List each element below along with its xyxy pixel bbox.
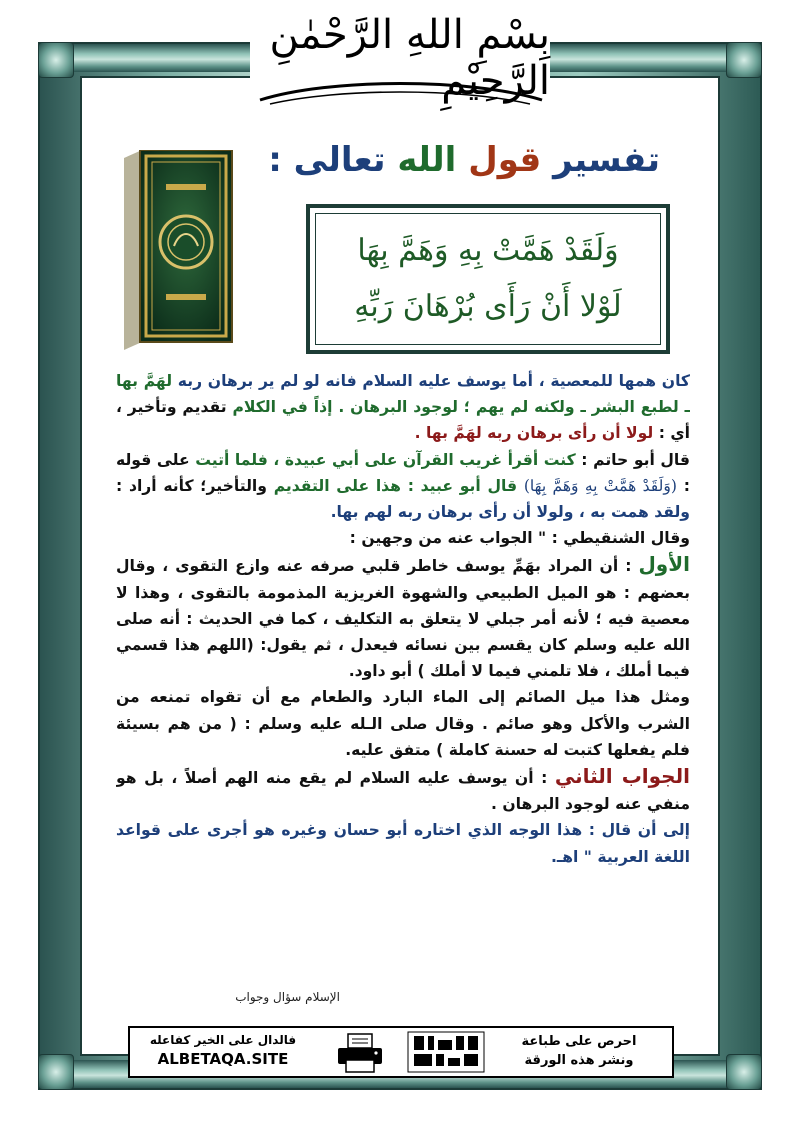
- footer-site-link[interactable]: ALBETAQA.SITE: [157, 1050, 289, 1068]
- verse-line-2: لَوْلا أَنْ رَأَى بُرْهَانَ رَبِّهِ: [354, 289, 622, 324]
- text-segment: كان همها للمعصية ، أما يوسف عليه السلام فانه لو لم ير برهان ربه: [177, 372, 690, 390]
- text-segment: قال أبو عبيد : هذا على التقديم: [273, 476, 518, 495]
- text-segment: وقال الشنقيطي :: [551, 529, 690, 548]
- paragraph: [116, 525, 690, 551]
- tafsir-body: [116, 368, 690, 988]
- paragraph: [116, 447, 690, 526]
- text-segment: إلى أن قال : هذا الوجه الذي اختاره أبو حسان وغيره هو أجرى على: [167, 821, 690, 840]
- text-segment: لا معصية فيه ؛ لأنه أمر جبلي لا يتعلق به التكليف ، كما في: [116, 583, 690, 628]
- footer-note-line-2: ونشر هذه الورقة: [524, 1053, 634, 1068]
- title-word-qawl: قول: [468, 140, 542, 180]
- paragraph: [116, 763, 690, 817]
- paragraph: [116, 684, 690, 763]
- paragraph: [116, 551, 690, 684]
- printer-icon: [330, 1032, 390, 1074]
- verse-line-1: وَلَقَدْ هَمَّتْ بِهِ وَهَمَّ بِهَا: [357, 233, 619, 268]
- text-segment: بسيئة فلم يفعلها كتبت له حسنة كاملة ) متفق عليه.: [116, 714, 690, 759]
- paragraph: [116, 817, 690, 869]
- footer-banner: [128, 1026, 674, 1078]
- source-citation: الإسلام سؤال وجواب: [235, 990, 340, 1004]
- text-segment: قواعد اللغة العربية " اهـ.: [116, 821, 690, 866]
- text-segment: يقول: (اللهم هذا قسمي فيما أملك ، فلا تلمني فيما لا أملك ) أبو داود.: [116, 636, 690, 681]
- frame-corner-ornament: [38, 42, 74, 78]
- text-segment: الحديث : أنه صلى الله عليه وسلم كان يقسم بين نسائه فيعدل ، ثم: [116, 609, 690, 655]
- text-segment: (وَلَقَدْ هَمَّتْ بِهِ وَهَمَّ بِهَا): [523, 476, 678, 495]
- text-segment: الأول: [638, 552, 690, 577]
- frame-corner-ornament: [38, 1054, 74, 1090]
- text-segment: هو منفي عنه لوجود البرهان .: [116, 769, 690, 814]
- title-word-allah: الله: [397, 140, 457, 180]
- text-segment: الشرب والأكل وهو صائم . وقال صلى الـله عليه وسلم : ( من هم: [167, 714, 690, 733]
- verse-inner-border: [315, 213, 661, 345]
- quran-verse-box: [306, 204, 670, 354]
- text-segment: لولا أن رأى برهان ربه لهَمَّ بها .: [414, 424, 654, 443]
- basmala-text: بِسْمِ اللهِ الرَّحْمٰنِ الرَّحِيْمِ: [269, 12, 550, 104]
- text-segment: " الجواب عنه من وجهين :: [349, 529, 547, 548]
- text-segment: : أن يوسف عليه السلام لم يقع منه الهم أصلاً ، بل: [144, 769, 548, 788]
- text-segment: الجواب الثاني: [554, 764, 690, 789]
- text-segment: والتأخير؛ كأنه أراد :: [116, 476, 267, 495]
- text-segment: على قوله :: [116, 450, 690, 495]
- footer-site-block: [138, 1032, 308, 1074]
- page-title: [268, 140, 660, 192]
- text-segment: : أن المراد بهَمِّ يوسف خاطر قلبي صرفه عنه وازع التقوى ، وقال: [116, 557, 632, 576]
- text-segment: بعضهم : هو الميل الطبيعي والشهوة الغريزية المذمومة بالتقوى ، وهذا: [135, 583, 690, 602]
- text-segment: قال أبو حاتم :: [581, 450, 690, 469]
- title-word-taala: تعالى :: [268, 140, 386, 180]
- footer-motto: فالدال على الخير كفاعله: [149, 1033, 297, 1047]
- text-segment: ومثل هذا ميل الصائم إلى الماء البارد والطعام مع أن تقواه تمنعه من: [116, 688, 690, 707]
- footer-note-line-1: احرص على طباعة: [521, 1034, 637, 1049]
- quran-book-image: [118, 150, 236, 350]
- albetaqa-logo: [406, 1030, 486, 1074]
- text-segment: تقديم وتأخير ، أي :: [116, 398, 690, 443]
- text-segment: ولقد همت به ، ولولا أن رأى برهان ربه لهم بها.: [330, 503, 690, 522]
- albetaqa-logo-icon: [406, 1030, 486, 1074]
- paragraph: [116, 368, 690, 447]
- basmala-calligraphy: [250, 8, 550, 108]
- quran-book-icon: [118, 150, 236, 350]
- text-segment: لهَمَّ بها ـ لطبع البشر ـ ولكنه لم يهم ؛ لوجود البرهان . إذاً في الكلام: [116, 372, 690, 417]
- footer-print-note: [494, 1032, 664, 1074]
- title-word-tafsir: تفسير: [553, 140, 660, 180]
- text-segment: كنت أقرأ غريب القرآن على أبي عبيدة ، فلما أتيت: [195, 450, 576, 469]
- frame-corner-ornament: [726, 1054, 762, 1090]
- frame-corner-ornament: [726, 42, 762, 78]
